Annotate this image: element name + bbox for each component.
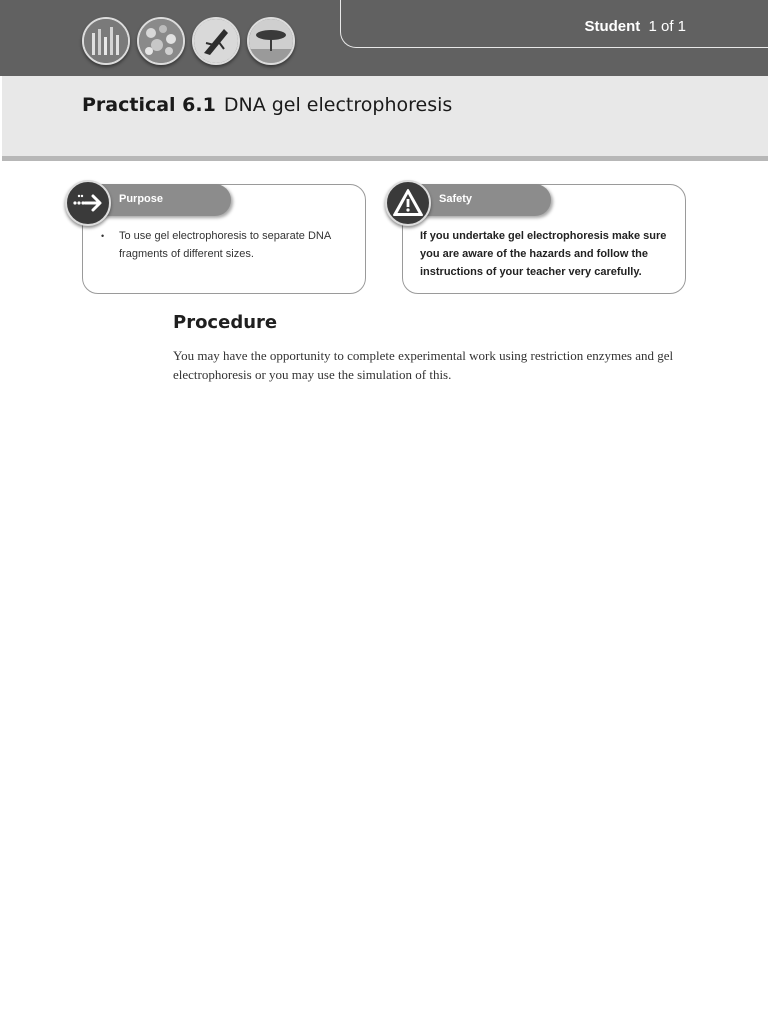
practical-number: Practical 6.1 [82, 94, 216, 116]
page-title [82, 94, 452, 116]
purpose-list [101, 227, 351, 263]
procedure-text: You may have the opportunity to complete experimental work using restriction enzymes and gel electrophoresis or you may use the simulation of this. [173, 348, 674, 382]
practical-title: DNA gel electrophoresis [223, 94, 453, 116]
page-count: 1 of 1 [648, 18, 686, 35]
arrow-right-icon [65, 180, 111, 226]
title-band [2, 76, 768, 161]
acacia-tree-icon [247, 17, 295, 65]
safety-tab [417, 184, 551, 216]
header-band [0, 0, 768, 76]
purpose-box [82, 184, 366, 294]
grasshopper-icon [192, 17, 240, 65]
safety-label: Safety [439, 193, 473, 205]
procedure-heading: Procedure [173, 312, 278, 333]
student-page-label [584, 18, 686, 35]
student-label: Student [584, 18, 641, 35]
student-tab [340, 0, 768, 48]
warning-icon [385, 180, 431, 226]
cells-icon [137, 17, 185, 65]
list-item: • To use gel electrophoresis to separate DNA fragments of different sizes. [101, 227, 351, 263]
safety-box [402, 184, 686, 294]
dna-bands-icon [82, 17, 130, 65]
safety-text: If you undertake gel electrophoresis make sure you are aware of the hazards and follow the instructions of your teacher very carefully. [420, 230, 667, 278]
purpose-label: Purpose [119, 193, 164, 205]
purpose-tab [97, 184, 231, 216]
